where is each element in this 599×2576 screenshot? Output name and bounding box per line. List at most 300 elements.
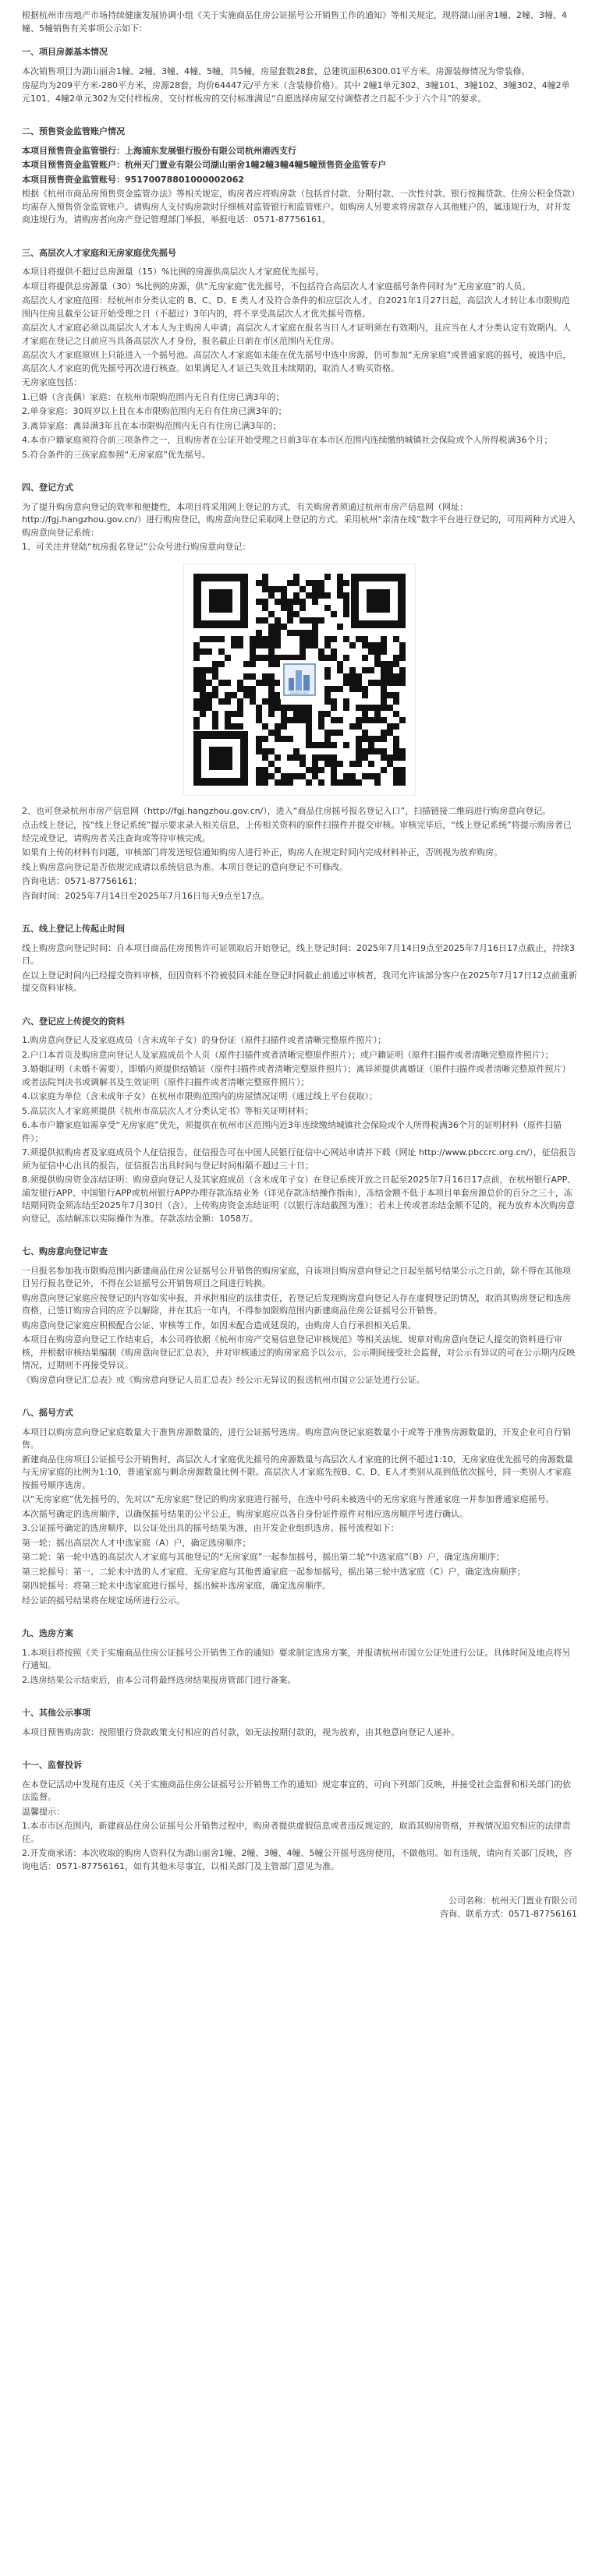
qr-module xyxy=(374,717,381,723)
qr-module xyxy=(331,686,337,692)
qr-module xyxy=(281,592,287,599)
section-4-title: 四、登记方式 xyxy=(22,482,73,493)
qr-module xyxy=(399,648,406,655)
qr-module xyxy=(343,773,349,779)
hotline: 咨询电话：0571-87756161； xyxy=(22,876,142,886)
section-3-p1: 本项目将提供不超过总房源量（15）%比例的房源供高层次人才家庭优先摇号。 xyxy=(22,267,324,277)
company-name: 公司名称：杭州天门置业有限公司 xyxy=(448,1896,577,1906)
qr-finder-top-left xyxy=(193,574,248,628)
qr-module xyxy=(362,748,368,754)
qr-module xyxy=(356,636,362,642)
supervision-number: 本项目预售资金监管账号：95170078801000002062 xyxy=(22,174,245,185)
qr-module xyxy=(393,680,399,686)
qr-module xyxy=(287,773,293,779)
qr-module xyxy=(262,736,268,742)
list-item: 5.符合条件的三孩家庭参照“无房家庭”优先摇号。 xyxy=(22,449,211,460)
qr-module xyxy=(268,761,275,767)
qr-module xyxy=(262,574,268,580)
qr-module xyxy=(212,673,218,680)
section-8-title: 八、摇号方式 xyxy=(22,1408,73,1418)
qr-module xyxy=(300,705,306,711)
qr-module xyxy=(281,624,287,630)
section-1-p2: 房屋均为209平方米-280平方米，房源28套，均价64447元/平方米（含装修价格）。其中 2幢1单元302、3幢101、3幢102、3幢302、4幢2单元101、4幢2单元302为交付样板房，交付样板房的交付标准满足“自愿选择房屋交付调整者之日起不少于六个月”的要求。 xyxy=(22,80,570,104)
qr-module xyxy=(306,617,312,624)
qr-module xyxy=(337,574,343,580)
qr-module xyxy=(337,580,343,586)
qr-module xyxy=(200,711,206,717)
qr-module xyxy=(362,717,368,723)
no-house-title: 无房家庭包括： xyxy=(22,377,82,387)
qr-module xyxy=(387,723,393,730)
qr-module xyxy=(381,692,387,698)
qr-module xyxy=(356,779,362,786)
qr-module xyxy=(387,730,393,736)
qr-module xyxy=(268,636,275,642)
qr-module xyxy=(312,599,318,605)
qr-module xyxy=(312,773,318,779)
qr-module xyxy=(225,711,231,717)
qr-module xyxy=(237,636,243,642)
qr-module xyxy=(287,580,293,586)
qr-module xyxy=(200,680,206,686)
qr-module xyxy=(293,748,300,754)
qr-module xyxy=(293,611,300,617)
qr-module xyxy=(300,636,306,642)
qr-module xyxy=(324,592,331,599)
qr-module xyxy=(256,779,262,786)
qr-module xyxy=(331,705,337,711)
qr-module xyxy=(381,748,387,754)
qr-module xyxy=(193,686,200,692)
qr-module xyxy=(262,599,268,605)
qr-module xyxy=(393,723,399,730)
qr-module xyxy=(218,636,225,642)
qr-module xyxy=(262,655,268,661)
qr-module xyxy=(212,661,218,667)
qr-module xyxy=(343,705,349,711)
qr-module xyxy=(287,611,293,617)
qr-module xyxy=(306,711,312,717)
qr-module xyxy=(268,624,275,630)
section-1-title: 一、项目房源基本情况 xyxy=(22,47,108,57)
qr-module xyxy=(399,767,406,773)
qr-module xyxy=(374,736,381,742)
qr-module xyxy=(324,574,331,580)
qr-module xyxy=(268,692,275,698)
qr-module xyxy=(337,592,343,599)
qr-module xyxy=(362,730,368,736)
qr-module xyxy=(387,692,393,698)
tip-1: 1.本市市区范围内，新建商品住房公证摇号公开销售过程中，购房者提供虚假信息或者违反规定的，取消其购房资格，并视情况追究相应的法律责任。 xyxy=(22,1821,571,1844)
list-item: 4.以家庭为单位（含未成年子女）在杭州市限购范围内的房屋情况证明（通过线上平台获取）； xyxy=(22,1091,377,1101)
section-5-title: 五、线上登记上传起止时间 xyxy=(22,924,125,934)
qr-module xyxy=(349,673,356,680)
qr-module xyxy=(374,642,381,648)
qr-module xyxy=(306,717,312,723)
qr-module xyxy=(293,580,300,586)
qr-module xyxy=(331,698,337,705)
qr-module xyxy=(368,742,374,748)
qr-module xyxy=(306,767,312,773)
qr-module xyxy=(318,580,324,586)
qr-module xyxy=(318,754,324,761)
qr-module xyxy=(306,730,312,736)
qr-module xyxy=(368,648,374,655)
qr-module xyxy=(312,580,318,586)
qr-module xyxy=(349,723,356,730)
qr-module xyxy=(287,655,293,661)
section-7-p1: 一旦报名参加我市限购范围内新建商品住房公证摇号公开销售的购房家庭，自该项目购房意向登记之日起至摇号结果公示之日前，除不得在其他项目另行报名登记外，不得在公证摇号公开销售项目之间进行转换。 xyxy=(22,1265,571,1288)
qr-module xyxy=(393,692,399,698)
qr-module xyxy=(206,667,212,673)
qr-code-image[interactable] xyxy=(183,564,416,796)
qr-module xyxy=(343,592,349,599)
qr-module xyxy=(368,773,374,779)
qr-module xyxy=(368,736,374,742)
section-5-p1: 线上购房意向登记时间：自本项目商品住房预售许可证领取后开始登记，线上登记时间：2025年7月14日9点至2025年7月16日17点截止，持续3日。 xyxy=(22,942,575,966)
qr-module xyxy=(324,686,331,692)
list-item: 1.购房意向登记人及家庭成员（含未成年子女）的身份证（原件扫描件或者清晰完整原件照片）； xyxy=(22,1035,386,1045)
qr-module xyxy=(262,698,268,705)
qr-module xyxy=(287,717,293,723)
qr-module xyxy=(399,642,406,648)
qr-module xyxy=(381,642,387,648)
qr-module xyxy=(318,648,324,655)
qr-module xyxy=(381,636,387,642)
qr-module xyxy=(262,673,268,680)
list-item: 4.本市户籍家庭须符合前三项条件之一，且购房者在公证开始受理之日前3年在本市区范围内连续缴纳城镇社会保险或个人所得税满36个月； xyxy=(22,435,553,445)
qr-module xyxy=(275,680,281,686)
qr-module xyxy=(193,705,200,711)
tips-title: 温馨提示： xyxy=(22,1806,65,1817)
qr-module xyxy=(324,730,331,736)
qr-module xyxy=(287,599,293,605)
qr-module xyxy=(362,686,368,692)
qr-module xyxy=(374,773,381,779)
qr-module xyxy=(343,599,349,605)
qr-module xyxy=(362,667,368,673)
qr-module xyxy=(368,680,374,686)
qr-module xyxy=(287,705,293,711)
section-3-p5: 高层次人才家庭原则上只能进入一个摇号池。高层次人才家庭如未能在优先摇号中选中房源，仍可参加“无房家庭”或普通家庭的摇号，被选中后，高层次人才家庭的优先摇号再次进行核查。如果满足人才证已失效且未续期的，取消人才购买资格。 xyxy=(22,350,572,373)
qr-module xyxy=(243,686,250,692)
qr-module xyxy=(300,630,306,636)
qr-module xyxy=(218,661,225,667)
qr-module xyxy=(300,605,306,611)
qr-module xyxy=(374,711,381,717)
qr-module xyxy=(324,642,331,648)
qr-module xyxy=(324,698,331,705)
qr-module xyxy=(324,711,331,717)
qr-module xyxy=(324,692,331,698)
qr-module xyxy=(250,636,256,642)
qr-module xyxy=(324,761,331,767)
qr-module xyxy=(306,742,312,748)
qr-module xyxy=(387,705,393,711)
qr-module xyxy=(356,723,362,730)
qr-module xyxy=(237,711,243,717)
qr-module xyxy=(206,636,212,642)
qr-module xyxy=(193,680,200,686)
qr-module xyxy=(262,723,268,730)
qr-module xyxy=(399,773,406,779)
section-6-title: 六、登记应上传提交的资料 xyxy=(22,1016,125,1027)
qr-module xyxy=(212,686,218,692)
list-item: 6.本市户籍家庭如需享受“无房家庭”优先，须提供在杭州市区范围内近3年连续缴纳城镇社会保险或个人所得税满36个月的证明材料（原件扫描件）； xyxy=(22,1120,562,1143)
qr-module xyxy=(399,673,406,680)
qr-module xyxy=(275,736,281,742)
qr-module xyxy=(306,592,312,599)
qr-module xyxy=(218,680,225,686)
qr-module xyxy=(262,767,268,773)
qr-module xyxy=(312,586,318,592)
qr-module xyxy=(237,705,243,711)
supervision-bank: 本项目预售资金监管银行：上海浦东发展银行股份有限公司杭州港西支行 xyxy=(22,145,296,156)
qr-module xyxy=(212,692,218,698)
qr-module xyxy=(193,723,200,730)
qr-module xyxy=(312,636,318,642)
qr-module xyxy=(337,717,343,723)
qr-module xyxy=(225,723,231,730)
section-4-p6: 线上购房意向登记是否依规完成请以系统信息为准。本项目登记的意向登记不可修改。 xyxy=(22,861,348,872)
list-item: 7.须提供拟购房者及家庭成员个人征信报告，征信报告可在中国人民银行征信中心网站申请并下载（网址 http://www.pbccrc.org.cn/），征信报告须为征信中心出具的报告，征信报告出具时间与登记时间相隔不超过三十日； xyxy=(22,1147,576,1171)
qr-module xyxy=(256,630,262,636)
qr-module xyxy=(337,779,343,786)
qr-module xyxy=(318,742,324,748)
qr-module xyxy=(312,624,318,630)
qr-module xyxy=(356,705,362,711)
section-9-p2: 2.选房结果公示结束后，由本公司将最终选房结果报房管部门进行备案。 xyxy=(22,1674,296,1685)
qr-module xyxy=(362,773,368,779)
qr-module xyxy=(306,736,312,742)
qr-module xyxy=(268,661,275,667)
qr-module xyxy=(281,705,287,711)
section-8-p3: 以“无房家庭”优先摇号的，先对以“无房家庭”登记的购房家庭进行摇号，在选中号码未被选中的无房家庭与普通家庭一并参加普通家庭摇号。 xyxy=(22,1494,555,1504)
section-5-p2: 在以上登记时间内已经提交资料审核，但因资料不符被驳回未能在登记时间截止前通过审核者，我司允许该部分客户在2025年7月17日12点前重新提交资料审核。 xyxy=(22,970,577,993)
section-8-p4: 本次摇号确定的选房顺序，以确保摇号结果的公平公正，购房家庭应以各自身份证件原件对相应选房顺序号进行确认。 xyxy=(22,1508,468,1519)
qr-module xyxy=(237,680,243,686)
qr-module xyxy=(243,673,250,680)
qr-module xyxy=(256,748,262,754)
qr-module xyxy=(193,655,200,661)
section-8-p2: 新建商品住房项目公证摇号公开销售时，高层次人才家庭优先摇号的房源数量与高层次人才家庭的比例不超过1:10，无房家庭优先摇号的房源数量与无房家庭的比例为1:10，普通家庭与剩余房源数量比例不限。高层次人才家庭先按B、C、D、E人才类别从高到低依次摇号，同一类别人才家庭按摇号顺序选房。 xyxy=(22,1454,573,1490)
qr-module xyxy=(300,599,306,605)
qr-module xyxy=(275,661,281,667)
section-9-title: 九、选房方案 xyxy=(22,1628,73,1638)
qr-module xyxy=(381,661,387,667)
qr-module xyxy=(318,779,324,786)
qr-module xyxy=(368,705,374,711)
section-10-p1: 本项目预售购房款：按照银行贷款政策支付相应的首付款，如无法按期付款的，视为放弃，由其他意向登记人递补。 xyxy=(22,1726,459,1737)
qr-module xyxy=(231,636,237,642)
qr-module xyxy=(225,692,231,698)
qr-module xyxy=(262,748,268,754)
list-item: 第二轮：第一轮中选的高层次人才家庭与其他登记的“无房家庭”一起参加摇号，摇出第二轮“中选家庭”（B）户，确定选房顺序； xyxy=(22,1552,505,1562)
qr-module xyxy=(250,648,256,655)
qr-module xyxy=(281,723,287,730)
qr-module xyxy=(337,586,343,592)
qr-module xyxy=(318,586,324,592)
qr-module xyxy=(293,717,300,723)
qr-module xyxy=(374,705,381,711)
qr-module xyxy=(275,730,281,736)
qr-module xyxy=(343,655,349,661)
qr-module xyxy=(275,779,281,786)
qr-module xyxy=(275,705,281,711)
qr-center-logo-icon xyxy=(280,660,319,699)
qr-module xyxy=(343,611,349,617)
qr-module xyxy=(206,705,212,711)
qr-module xyxy=(262,754,268,761)
qr-module xyxy=(193,673,200,680)
qr-module xyxy=(381,730,387,736)
qr-module xyxy=(362,655,368,661)
qr-module xyxy=(268,611,275,617)
qr-module xyxy=(275,767,281,773)
list-item: 1.已婚（含丧偶）家庭：在杭州市限购范围内无自有住房已满3年的； xyxy=(22,391,285,402)
qr-module xyxy=(324,655,331,661)
qr-module xyxy=(381,736,387,742)
section-3-p4: 高层次人才家庭必须以高层次人才本人为主购房人申请；高层次人才家庭在报名当日人才证明须在有效期内，且应当在人才分类认定有效期内。人才家庭在登记之日前应当具备高层次人才身份，报名截止日前在市区范围内无住房。 xyxy=(22,323,571,346)
section-4-p2: 1、可关注并登陆“杭房报名登记”公众号进行购房意向登记： xyxy=(22,542,251,552)
qr-module xyxy=(268,673,275,680)
section-7-title: 七、购房意向登记审查 xyxy=(22,1246,108,1256)
qr-module xyxy=(331,779,337,786)
qr-module xyxy=(281,779,287,786)
qr-module xyxy=(256,580,262,586)
qr-module xyxy=(212,667,218,673)
qr-module xyxy=(362,711,368,717)
qr-module xyxy=(356,686,362,692)
list-item: 5.高层次人才家庭须提供《杭州市高层次人才分类认定书》等相关证明材料； xyxy=(22,1105,314,1116)
qr-module xyxy=(275,723,281,730)
qr-module xyxy=(343,605,349,611)
qr-module xyxy=(206,648,212,655)
qr-module xyxy=(281,773,287,779)
qr-module xyxy=(399,748,406,754)
qr-module xyxy=(393,748,399,754)
qr-module xyxy=(356,761,362,767)
qr-module xyxy=(237,723,243,730)
qr-module xyxy=(231,711,237,717)
qr-module xyxy=(393,698,399,705)
qr-module xyxy=(306,723,312,730)
qr-module xyxy=(293,754,300,761)
qr-module xyxy=(356,742,362,748)
qr-module xyxy=(268,730,275,736)
section-7-p3: 购房意向登记家庭应积极配合公证、审核等工作，如因未配合造成延误的，由购房人自行承担相关后果。 xyxy=(22,1320,416,1330)
qr-module xyxy=(331,655,337,661)
qr-module xyxy=(349,686,356,692)
qr-module xyxy=(381,673,387,680)
qr-module xyxy=(262,617,268,624)
qr-module xyxy=(275,655,281,661)
qr-module xyxy=(268,686,275,692)
qr-module xyxy=(212,723,218,730)
qr-module xyxy=(318,655,324,661)
qr-module xyxy=(356,736,362,742)
qr-module xyxy=(225,655,231,661)
qr-module xyxy=(362,636,368,642)
qr-module xyxy=(306,779,312,786)
qr-module xyxy=(381,754,387,761)
section-8-p1: 本项目以购房意向登记家庭数量大于准售房源数量的，进行公证摇号选房。购房意向登记家庭数量小于或等于准售房源数量的，开发企业可自行销售。 xyxy=(22,1426,571,1450)
qr-module xyxy=(393,655,399,661)
qr-module xyxy=(256,599,262,605)
qr-module xyxy=(349,773,356,779)
qr-module xyxy=(287,736,293,742)
qr-module xyxy=(387,661,393,667)
qr-module xyxy=(312,592,318,599)
qr-module xyxy=(387,754,393,761)
qr-module xyxy=(349,779,356,786)
contact-info: 咨询、联系方式：0571-87756161 xyxy=(440,1908,577,1919)
qr-module xyxy=(399,717,406,723)
qr-module xyxy=(374,779,381,786)
qr-module xyxy=(268,586,275,592)
qr-module xyxy=(193,642,200,648)
section-1-p1: 本次销售项目为湖山丽舍1幢、2幢、3幢、4幢、5幢，共5幢，房屋套数28套，总建筑面积6300.01平方米。房源装修情况为带装修。 xyxy=(22,65,530,76)
qr-module xyxy=(250,661,256,667)
section-7-p4: 本项目在购房意向登记工作结束后，本公司将依据《杭州市房产交易信息登记审核规范》等相关法规、规章对购房意向登记人提交的资料进行审核，并根据审核结果编制《购房意向登记汇总表》，并对审核通过的购房家庭予以公示，公示期间接受社会监督，对公示有异议的可在公示期内反映情况，过期则不再接受异议。 xyxy=(22,1334,576,1370)
qr-module xyxy=(362,754,368,761)
qr-module xyxy=(212,636,218,642)
qr-module xyxy=(387,680,393,686)
qr-module xyxy=(268,748,275,754)
qr-module xyxy=(387,761,393,767)
qr-module xyxy=(206,692,212,698)
qr-module xyxy=(262,580,268,586)
qr-module xyxy=(256,680,262,686)
qr-module xyxy=(393,736,399,742)
section-3-title: 三、高层次人才家庭和无房家庭优先摇号 xyxy=(22,247,176,258)
qr-module xyxy=(337,661,343,667)
qr-module xyxy=(293,705,300,711)
qr-module xyxy=(237,642,243,648)
qr-module xyxy=(306,705,312,711)
qr-module xyxy=(200,698,206,705)
qr-module xyxy=(343,680,349,686)
qr-module xyxy=(275,692,281,698)
qr-module xyxy=(218,648,225,655)
qr-module xyxy=(206,680,212,686)
qr-module xyxy=(237,686,243,692)
list-item: 3.离异家庭：离异满3年且在本市限购范围内无自有住房已满3年的； xyxy=(22,420,282,431)
qr-module xyxy=(262,636,268,642)
qr-module xyxy=(393,711,399,717)
qr-module xyxy=(337,686,343,692)
qr-module xyxy=(399,655,406,661)
qr-module xyxy=(256,655,262,661)
qr-module xyxy=(293,574,300,580)
qr-module xyxy=(268,630,275,636)
qr-module xyxy=(300,655,306,661)
qr-module xyxy=(337,761,343,767)
qr-module xyxy=(231,723,237,730)
qr-module xyxy=(193,717,200,723)
qr-module xyxy=(200,667,206,673)
qr-module xyxy=(275,586,281,592)
qr-module xyxy=(368,667,374,673)
section-9-p1: 1.本项目将按照《关于实施商品住房公证摇号公开销售工作的通知》要求制定选房方案，并报请杭州市国立公证处进行公证。具体时间及地点将另行通知。 xyxy=(22,1647,571,1670)
qr-module xyxy=(275,642,281,648)
list-item: 3.婚姻证明（未婚不需要），即婚内须提供结婚证（原件扫描件或者清晰完整原件照片）；离异须提供离婚证（原件扫描件或者清晰完整原件照片）或者法院判决书或调解书及生效证明（原件扫描件或者清晰完整原件照片）； xyxy=(22,1064,571,1087)
qr-module xyxy=(381,767,387,773)
qr-module xyxy=(293,599,300,605)
qr-module xyxy=(393,754,399,761)
qr-module xyxy=(374,648,381,655)
qr-module xyxy=(212,711,218,717)
